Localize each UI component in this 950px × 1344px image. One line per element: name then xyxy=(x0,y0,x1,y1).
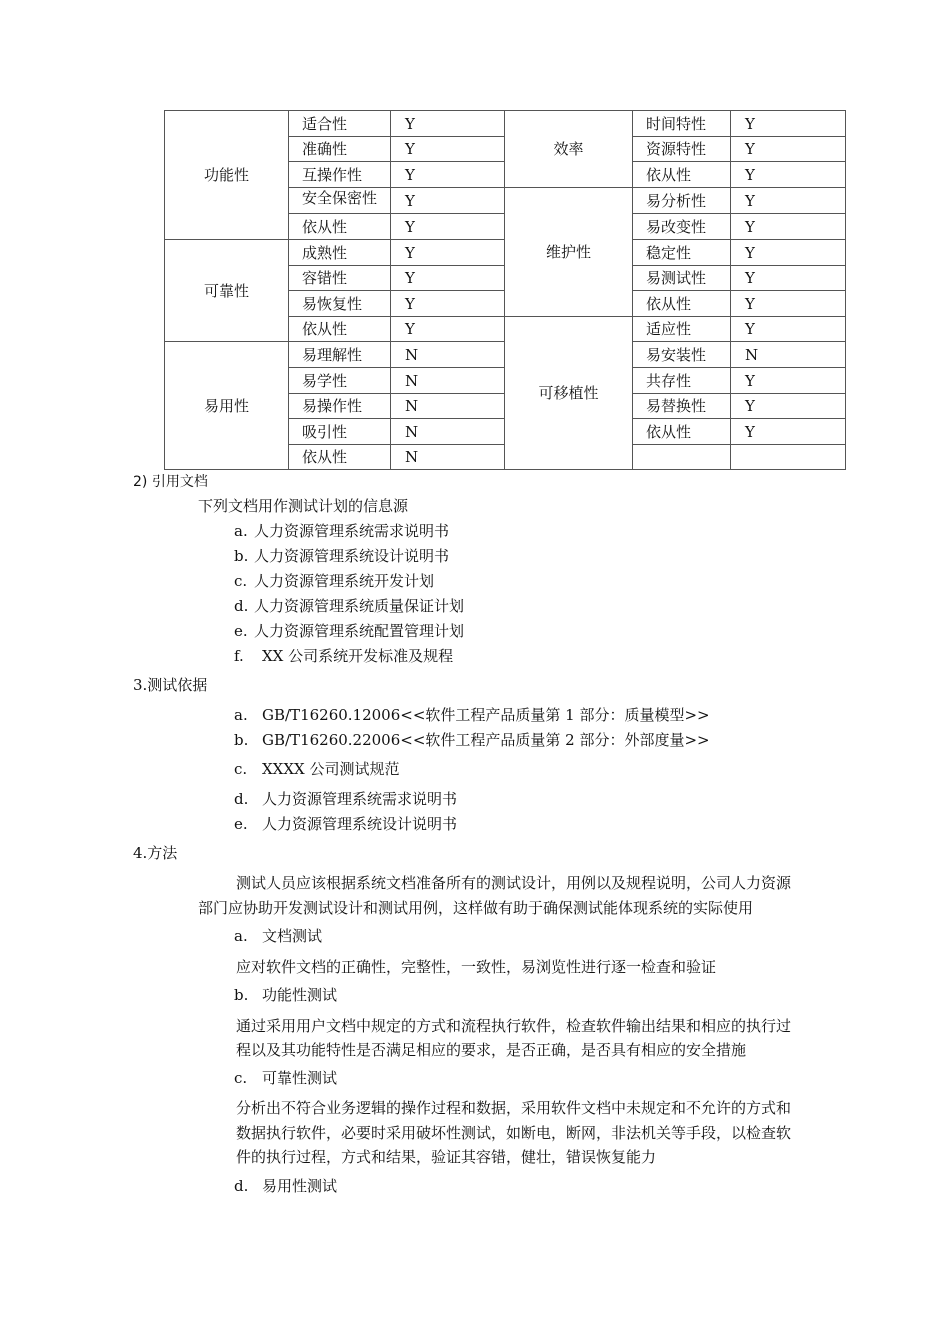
list-marker: e. xyxy=(234,622,248,640)
list-item xyxy=(234,813,457,835)
table-cell: Y xyxy=(731,291,846,317)
table-cell: 依从性 xyxy=(289,444,391,470)
list-marker: f. xyxy=(234,647,244,665)
list-item xyxy=(234,729,710,751)
list-item-text: XX 公司系统开发标准及规程 xyxy=(262,647,454,665)
table-cell: Y xyxy=(731,239,846,265)
table-cell: 易分析性 xyxy=(633,187,731,214)
table-cell: 资源特性 xyxy=(633,136,731,162)
table-row xyxy=(165,111,846,137)
paragraph-line: 程以及其功能特性是否满足相应的要求，是否正确，是否具有相应的安全措施 xyxy=(236,1041,747,1059)
table-cell: 互操作性 xyxy=(289,162,391,188)
table-cell: Y xyxy=(391,265,505,291)
list-marker: d. xyxy=(234,1177,249,1195)
table-cell: 时间特性 xyxy=(633,111,731,137)
list-item-text: 人力资源管理系统需求说明书 xyxy=(262,790,458,808)
table-cell: Y xyxy=(731,393,846,419)
table-cell: 容错性 xyxy=(289,265,391,291)
list-item xyxy=(234,620,464,642)
list-item-text: 人力资源管理系统开发计划 xyxy=(254,572,435,590)
table-cell: Y xyxy=(391,111,505,137)
table-cell: 依从性 xyxy=(633,419,731,445)
table-cell: 依从性 xyxy=(289,214,391,240)
table-cell: 易恢复性 xyxy=(289,291,391,317)
list-item xyxy=(234,758,399,780)
table-cell: 易理解性 xyxy=(289,342,391,368)
section-heading: 2) 引用文档 xyxy=(133,474,208,490)
table-cell: Y xyxy=(731,419,846,445)
subsection-heading xyxy=(234,1175,337,1197)
table-cell: Y xyxy=(391,291,505,317)
table-cell: 易操作性 xyxy=(289,393,391,419)
table-cell: 易安装性 xyxy=(633,342,731,368)
table-cell: 依从性 xyxy=(289,316,391,342)
table-cell: 准确性 xyxy=(289,136,391,162)
list-item-text: 人力资源管理系统配置管理计划 xyxy=(254,622,465,640)
category-cell: 可移植性 xyxy=(505,316,633,470)
list-item xyxy=(234,520,449,542)
list-item xyxy=(234,595,464,617)
paragraph-line: 测试人员应该根据系统文档准备所有的测试设计，用例以及规程说明，公司人力资源 xyxy=(236,874,792,892)
list-item xyxy=(234,788,457,810)
subsection-title: 文档测试 xyxy=(262,927,323,945)
list-item xyxy=(234,570,434,592)
category-cell: 易用性 xyxy=(165,342,289,470)
table-cell: 适应性 xyxy=(633,316,731,342)
subsection-heading xyxy=(234,925,322,947)
quality-characteristics-table xyxy=(164,110,846,470)
list-item-text: GB/T16260.22006<<软件工程产品质量第 2 部分：外部度量>> xyxy=(262,731,710,749)
table-cell: Y xyxy=(731,162,846,188)
table-cell: N xyxy=(391,444,505,470)
table-cell: 易测试性 xyxy=(633,265,731,291)
table-cell: Y xyxy=(391,136,505,162)
table-cell: N xyxy=(391,342,505,368)
subsection-title: 功能性测试 xyxy=(262,986,338,1004)
paragraph-line: 数据执行软件，必要时采用破坏性测试，如断电，断网，非法机关等手段，以检查软 xyxy=(236,1124,792,1142)
paragraph-line: 应对软件文档的正确性，完整性，一致性，易浏览性进行逐一检查和验证 xyxy=(236,958,717,976)
list-marker: c. xyxy=(234,1069,248,1087)
paragraph-line: 件的执行过程，方式和结果，验证其容错，健壮，错误恢复能力 xyxy=(236,1148,657,1166)
list-marker: b. xyxy=(234,547,249,565)
list-marker: a. xyxy=(234,706,248,724)
table-cell: 依从性 xyxy=(633,162,731,188)
table-cell: 安全保密性 xyxy=(289,187,391,214)
section-intro: 下列文档用作测试计划的信息源 xyxy=(198,497,409,515)
table-cell: Y xyxy=(731,214,846,240)
list-item xyxy=(234,545,449,567)
list-item-text: 人力资源管理系统质量保证计划 xyxy=(254,597,465,615)
list-marker: b. xyxy=(234,986,249,1004)
list-marker: a. xyxy=(234,522,248,540)
table-cell xyxy=(731,444,846,470)
table-cell: Y xyxy=(391,239,505,265)
list-item-text: 人力资源管理系统设计说明书 xyxy=(254,547,450,565)
list-marker: d. xyxy=(234,597,249,615)
table-cell: Y xyxy=(391,162,505,188)
list-marker: b. xyxy=(234,731,249,749)
table-cell xyxy=(633,444,731,470)
table-cell: Y xyxy=(731,367,846,393)
section-heading: 4.方法 xyxy=(133,844,178,862)
subsection-heading xyxy=(234,1067,337,1089)
table-cell: Y xyxy=(731,265,846,291)
category-cell: 维护性 xyxy=(505,187,633,316)
category-cell: 效率 xyxy=(505,111,633,188)
list-item xyxy=(234,645,453,667)
subsection-heading xyxy=(234,984,337,1006)
table-cell: 共存性 xyxy=(633,367,731,393)
table-cell: Y xyxy=(391,187,505,214)
table-cell: 吸引性 xyxy=(289,419,391,445)
table-cell: 适合性 xyxy=(289,111,391,137)
table-cell: Y xyxy=(391,214,505,240)
table-cell: Y xyxy=(731,136,846,162)
table-cell: N xyxy=(731,342,846,368)
table-cell: Y xyxy=(391,316,505,342)
list-item-text: GB/T16260.12006<<软件工程产品质量第 1 部分：质量模型>> xyxy=(262,706,710,724)
table-cell: 易学性 xyxy=(289,367,391,393)
paragraph-line: 分析出不符合业务逻辑的操作过程和数据，采用软件文档中未规定和不允许的方式和 xyxy=(236,1099,792,1117)
list-marker: d. xyxy=(234,790,249,808)
table-cell: 易改变性 xyxy=(633,214,731,240)
list-marker: a. xyxy=(234,927,248,945)
category-cell: 可靠性 xyxy=(165,239,289,341)
table-cell: 成熟性 xyxy=(289,239,391,265)
list-item xyxy=(234,704,710,726)
subsection-title: 可靠性测试 xyxy=(262,1069,338,1087)
table-cell: Y xyxy=(731,187,846,214)
category-cell: 功能性 xyxy=(165,111,289,240)
paragraph-line: 通过采用用户文档中规定的方式和流程执行软件，检查软件输出结果和相应的执行过 xyxy=(236,1017,792,1035)
list-item-text: 人力资源管理系统设计说明书 xyxy=(262,815,458,833)
list-marker: c. xyxy=(234,572,248,590)
subsection-title: 易用性测试 xyxy=(262,1177,338,1195)
paragraph-line: 部门应协助开发测试设计和测试用例，这样做有助于确保测试能体现系统的实际使用 xyxy=(198,899,754,917)
section-heading: 3.测试依据 xyxy=(133,676,208,694)
table-cell: 依从性 xyxy=(633,291,731,317)
table-cell: N xyxy=(391,393,505,419)
table-cell: 易替换性 xyxy=(633,393,731,419)
table-cell: Y xyxy=(731,111,846,137)
table-cell: 稳定性 xyxy=(633,239,731,265)
table-cell: N xyxy=(391,419,505,445)
table-cell: Y xyxy=(731,316,846,342)
list-item-text: XXXX 公司测试规范 xyxy=(262,760,400,778)
list-marker: c. xyxy=(234,760,248,778)
table-cell: N xyxy=(391,367,505,393)
list-marker: e. xyxy=(234,815,248,833)
list-item-text: 人力资源管理系统需求说明书 xyxy=(254,522,450,540)
